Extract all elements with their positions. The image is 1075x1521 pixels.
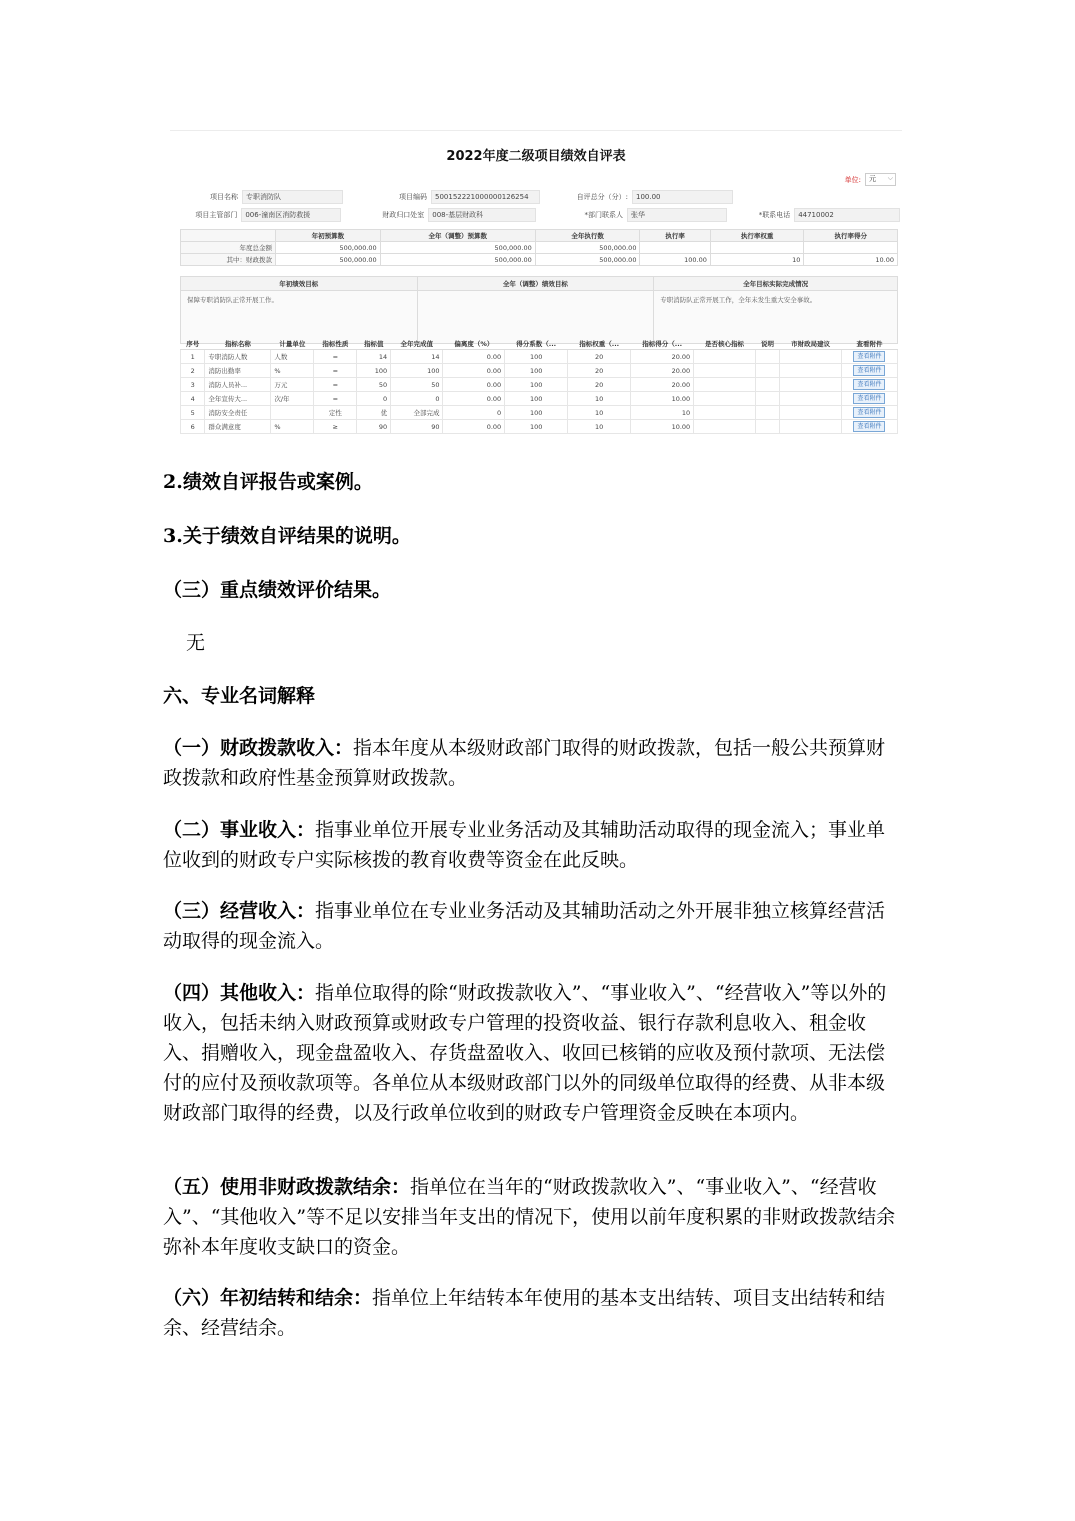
- heading-result-explanation: 3.关于绩效自评结果的说明。: [163, 525, 411, 547]
- indicator-cell: 20.00: [631, 364, 694, 378]
- attachment-cell: [841, 378, 897, 392]
- indicator-header: 序号: [181, 337, 205, 350]
- indicator-cell: 定性: [314, 406, 357, 420]
- indicator-header: 说明: [755, 337, 779, 350]
- indicator-cell: 100: [505, 392, 568, 406]
- table-row: [181, 392, 898, 406]
- dept-label: 项目主管部门: [195, 211, 238, 219]
- finance-dept-label: 财政归口处室: [382, 211, 425, 219]
- indicator-cell: 5: [181, 406, 205, 420]
- indicator-empty-cell: [755, 364, 779, 378]
- indicator-cell: =: [314, 364, 357, 378]
- indicator-header: 指标得分（...: [631, 337, 694, 350]
- form-title: 2022年度二级项目绩效自评表: [446, 149, 626, 164]
- indicator-empty-cell: [694, 364, 756, 378]
- indicator-header: 全年完成值: [391, 337, 443, 350]
- glossary-body: 指单位取得的除“财政拨款收入”、“事业收入”、“经营收入”等以外的收入，包括未纳入财政预算或财政专户管理的投资收益、银行存款利息收入、租金收入、捐赠收入，现金盘盈收入、存货盘盈收入、收回已核销的应收及预付款项、无法偿付的应付及预收款项等。各单位从本级财政部门以外的同级单位取得的经费、从非本级财政部门取得的经费，以及行政单位收到的财政专户管理资金反映在本项内。: [163, 982, 887, 1124]
- glossary-body: 指事业单位在专业业务活动及其辅助活动之外开展非独立核算经营活动取得的现金流入。: [163, 900, 886, 952]
- self-score-label: 自评总分（分）:: [576, 193, 628, 201]
- glossary-body: 指单位上年结转本年使用的基本支出结转、项目支出结转和结余、经营结余。: [163, 1287, 886, 1339]
- indicator-cell: 4: [181, 392, 205, 406]
- glossary-body: 指单位在当年的“财政拨款收入”、“事业收入”、“经营收入”、“其他收入”等不足以安排当年支出的情况下，使用以前年度积累的非财政拨款结余弥补本年度收支缺口的资金。: [163, 1176, 896, 1258]
- indicator-empty-cell: [694, 420, 756, 434]
- view-attachment-button[interactable]: 查看附件: [853, 365, 885, 376]
- goals-content-row: [181, 291, 898, 344]
- self-score-field: 100.00: [632, 190, 733, 204]
- phone-label: *联系电话: [758, 211, 791, 219]
- goals-table: [180, 276, 898, 344]
- contact-field: 张华: [627, 208, 727, 222]
- indicator-cell: 100: [505, 378, 568, 392]
- glossary-term: （一）财政拨款收入：: [163, 737, 354, 759]
- contact-label: *部门联系人: [584, 211, 624, 219]
- goals-header-row: [181, 277, 898, 291]
- indicator-cell: [271, 406, 314, 420]
- view-attachment-button[interactable]: 查看附件: [853, 393, 885, 404]
- glossary-paragraph: [163, 733, 903, 793]
- finance-header: 年初预算数: [276, 230, 381, 242]
- indicator-header: 查看附件: [841, 337, 897, 350]
- goals-header: 年初绩效目标: [181, 277, 418, 291]
- evaluation-form-screenshot: [170, 130, 902, 439]
- indicator-header: 指标性质: [314, 337, 357, 350]
- glossary-term: （六）年初结转和结余：: [163, 1287, 373, 1309]
- indicator-cell: 人数: [271, 350, 314, 364]
- indicator-empty-cell: [755, 350, 779, 364]
- indicator-cell: 14: [391, 350, 443, 364]
- indicator-cell: 0: [443, 406, 505, 420]
- project-name-field: 专职消防队: [242, 190, 343, 204]
- indicator-cell: 万元: [271, 378, 314, 392]
- indicator-empty-cell: [755, 420, 779, 434]
- heading-self-eval-report: 2.绩效自评报告或案例。: [163, 471, 373, 493]
- indicator-empty-cell: [780, 392, 842, 406]
- indicator-cell: 50: [391, 378, 443, 392]
- finance-header: 全年执行数: [535, 230, 640, 242]
- finance-header: 执行率: [640, 230, 710, 242]
- goals-header: 全年目标实际完成情况: [654, 277, 898, 291]
- finance-cell: 10.00: [804, 254, 898, 266]
- finance-row-label: 其中：财政拨款: [181, 254, 276, 266]
- indicator-cell: 10.00: [631, 420, 694, 434]
- view-attachment-button[interactable]: 查看附件: [853, 351, 885, 362]
- indicator-empty-cell: [694, 350, 756, 364]
- indicator-cell: 全年宣传大...: [205, 392, 271, 406]
- indicator-cell: %: [271, 364, 314, 378]
- glossary-paragraph: [163, 1283, 903, 1343]
- goals-header: 全年（调整）绩效目标: [417, 277, 654, 291]
- indicator-cell: 0.00: [443, 392, 505, 406]
- indicator-header: 得分系数（...: [505, 337, 568, 350]
- indicator-empty-cell: [780, 378, 842, 392]
- indicator-cell: 10: [568, 406, 631, 420]
- finance-cell: 500,000.00: [380, 242, 535, 254]
- project-code-field: 500152221000000126254: [431, 190, 540, 204]
- attachment-cell: [841, 364, 897, 378]
- indicator-header: 偏离度（%）: [443, 337, 505, 350]
- indicator-empty-cell: [755, 392, 779, 406]
- unit-selector-row: [845, 173, 896, 186]
- indicator-cell: 0.00: [443, 378, 505, 392]
- finance-cell: 100.00: [640, 254, 710, 266]
- view-attachment-button[interactable]: 查看附件: [853, 421, 885, 432]
- table-row: [181, 350, 898, 364]
- glossary-term: （三）经营收入：: [163, 900, 316, 922]
- glossary-term: （二）事业收入：: [163, 819, 316, 841]
- glossary-body: 指本年度从本级财政部门取得的财政拨款，包括一般公共预算财政拨款和政府性基金预算财政拨款。: [163, 737, 886, 789]
- indicator-empty-cell: [780, 350, 842, 364]
- indicator-header: 计量单位: [271, 337, 314, 350]
- unit-label: 单位:: [844, 175, 861, 184]
- indicator-empty-cell: [694, 378, 756, 392]
- indicator-header-row: [181, 337, 898, 350]
- indicator-cell: 10: [568, 392, 631, 406]
- indicator-cell: 0: [391, 392, 443, 406]
- project-name-label: 项目名称: [210, 193, 238, 201]
- finance-header: 全年（调整）预算数: [380, 230, 535, 242]
- indicator-cell: 100: [505, 350, 568, 364]
- view-attachment-button[interactable]: 查看附件: [853, 407, 885, 418]
- indicator-cell: 20: [568, 350, 631, 364]
- phone-field: 44710002: [794, 208, 900, 222]
- indicator-cell: 20: [568, 364, 631, 378]
- indicator-cell: 90: [391, 420, 443, 434]
- indicator-cell: 50: [357, 378, 391, 392]
- section-glossary-title: 六、专业名词解释: [163, 685, 316, 707]
- finance-cell: 500,000.00: [535, 242, 640, 254]
- indicator-cell: =: [314, 392, 357, 406]
- finance-cell: 10: [710, 254, 804, 266]
- indicator-cell: 6: [181, 420, 205, 434]
- indicator-cell: 全部完成: [391, 406, 443, 420]
- glossary-body: 指事业单位开展专业业务活动及其辅助活动取得的现金流入；事业单位收到的财政专户实际核拨的教育收费等资金在此反映。: [163, 819, 886, 871]
- finance-cell: 500,000.00: [535, 254, 640, 266]
- glossary-paragraph: [163, 896, 903, 956]
- indicator-empty-cell: [780, 420, 842, 434]
- indicator-cell: 100: [505, 420, 568, 434]
- indicator-header: 指标权重（...: [568, 337, 631, 350]
- finance-row-label: 年度总金额: [181, 242, 276, 254]
- indicator-cell: %: [271, 420, 314, 434]
- attachment-cell: [841, 392, 897, 406]
- info-row-1: [180, 189, 900, 205]
- finance-cell: 500,000.00: [276, 254, 381, 266]
- dept-field: 006-潼南区消防救援: [241, 208, 341, 222]
- indicator-header: 指标值: [357, 337, 391, 350]
- finance-row: [181, 242, 898, 254]
- indicator-table: [180, 337, 898, 434]
- unit-select[interactable]: 元 ⌵: [865, 173, 896, 186]
- indicator-cell: 10: [568, 420, 631, 434]
- glossary-term: （四）其他收入：: [163, 982, 316, 1004]
- attachment-cell: [841, 406, 897, 420]
- indicator-cell: 群众满意度: [205, 420, 271, 434]
- finance-cell: [710, 242, 804, 254]
- project-code-label: 项目编码: [399, 193, 427, 201]
- indicator-cell: 100: [357, 364, 391, 378]
- indicator-cell: 消防出勤率: [205, 364, 271, 378]
- finance-cell: 500,000.00: [276, 242, 381, 254]
- indicator-cell: 20: [568, 378, 631, 392]
- indicator-empty-cell: [780, 364, 842, 378]
- table-row: [181, 420, 898, 434]
- indicator-empty-cell: [694, 406, 756, 420]
- glossary-term: （五）使用非财政拨款结余：: [163, 1176, 411, 1198]
- finance-header: 执行率权重: [710, 230, 804, 242]
- indicator-cell: 14: [357, 350, 391, 364]
- indicator-cell: 10: [631, 406, 694, 420]
- glossary-paragraph: [163, 1172, 903, 1262]
- indicator-empty-cell: [780, 406, 842, 420]
- finance-row: [181, 254, 898, 266]
- initial-goal-text: 保障专职消防队正常开展工作。: [181, 291, 418, 344]
- indicator-cell: 2: [181, 364, 205, 378]
- indicator-header: 市财政局建议: [780, 337, 842, 350]
- adjusted-goal-text: [417, 291, 654, 344]
- indicator-cell: 20.00: [631, 350, 694, 364]
- indicator-cell: 10.00: [631, 392, 694, 406]
- indicator-cell: 20.00: [631, 378, 694, 392]
- indicator-cell: 0.00: [443, 420, 505, 434]
- table-row: [181, 406, 898, 420]
- indicator-header: 指标名称: [205, 337, 271, 350]
- glossary-paragraph: [163, 978, 903, 1128]
- finance-dept-field: 008-基层财政科: [428, 208, 536, 222]
- indicator-empty-cell: [755, 406, 779, 420]
- indicator-cell: =: [314, 350, 357, 364]
- attachment-cell: [841, 350, 897, 364]
- finance-header: 执行率得分: [804, 230, 898, 242]
- indicator-cell: 消防人员补...: [205, 378, 271, 392]
- indicator-cell: 0.00: [443, 350, 505, 364]
- indicator-cell: 次/年: [271, 392, 314, 406]
- table-row: [181, 378, 898, 392]
- actual-completion-text: 专职消防队正常开展工作，全年未发生重大安全事故。: [654, 291, 898, 344]
- indicator-cell: 3: [181, 378, 205, 392]
- glossary-paragraph: [163, 815, 903, 875]
- indicator-cell: 100: [505, 406, 568, 420]
- finance-cell: [804, 242, 898, 254]
- table-row: [181, 364, 898, 378]
- project-info: [180, 189, 900, 225]
- indicator-cell: =: [314, 378, 357, 392]
- indicator-header: 是否核心指标: [694, 337, 756, 350]
- indicator-cell: 优: [357, 406, 391, 420]
- indicator-cell: 0.00: [443, 364, 505, 378]
- view-attachment-button[interactable]: 查看附件: [853, 379, 885, 390]
- attachment-cell: [841, 420, 897, 434]
- indicator-cell: 100: [505, 364, 568, 378]
- indicator-cell: 90: [357, 420, 391, 434]
- indicator-cell: 1: [181, 350, 205, 364]
- finance-table: [180, 229, 898, 266]
- indicator-cell: 0: [357, 392, 391, 406]
- indicator-empty-cell: [694, 392, 756, 406]
- finance-header-row: [181, 230, 898, 242]
- finance-cell: 500,000.00: [380, 254, 535, 266]
- indicator-cell: ≥: [314, 420, 357, 434]
- indicator-cell: 专职消防人数: [205, 350, 271, 364]
- indicator-empty-cell: [755, 378, 779, 392]
- indicator-cell: 100: [391, 364, 443, 378]
- none-text: 无: [186, 632, 206, 654]
- indicator-cell: 消防安全责任: [205, 406, 271, 420]
- finance-cell: [640, 242, 710, 254]
- info-row-2: [180, 207, 900, 223]
- heading-key-evaluation: （三）重点绩效评价结果。: [163, 579, 392, 601]
